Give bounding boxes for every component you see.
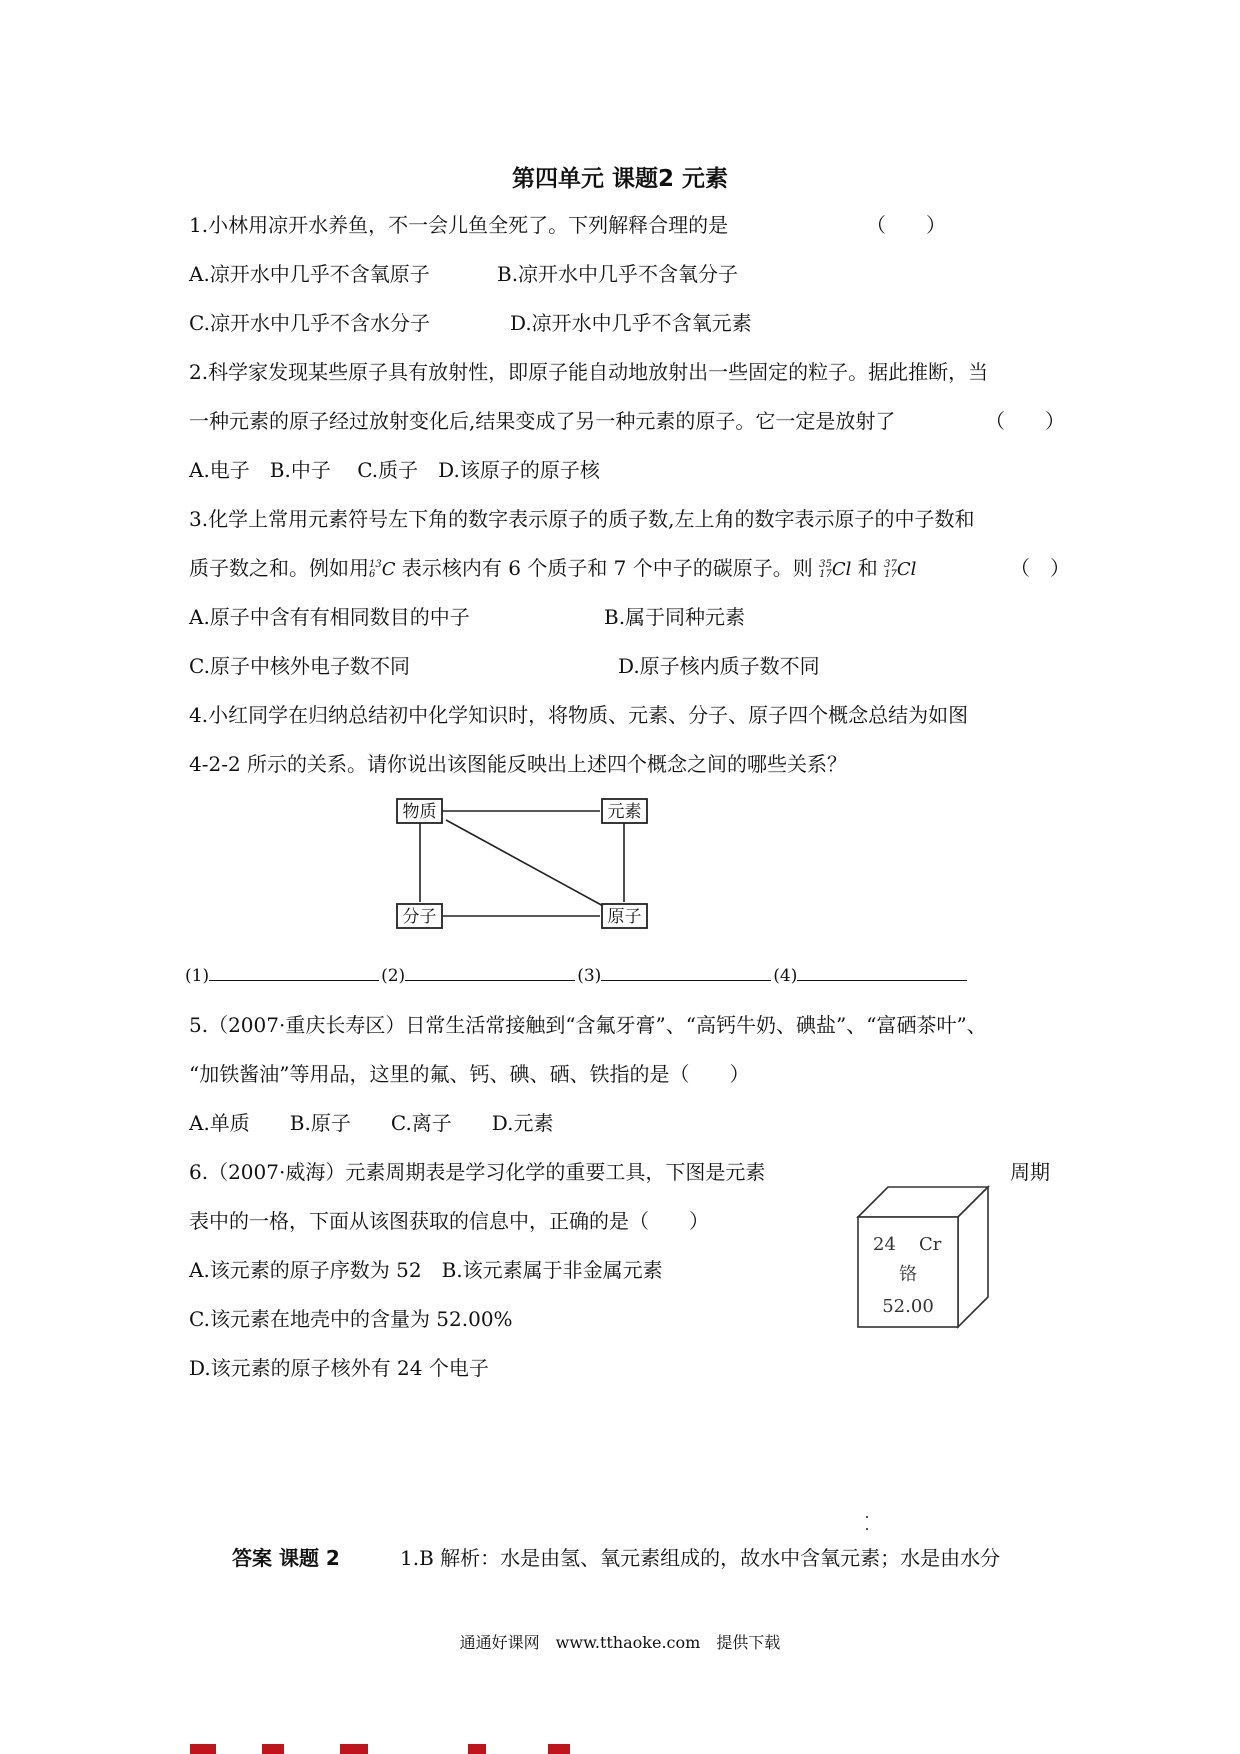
answer-heading: 答案 课题 2 bbox=[232, 1546, 340, 1570]
q6-option-c: C.该元素在地壳中的含量为 52.00% bbox=[189, 1307, 513, 1331]
q2-line-2: 一种元素的原子经过放射变化后,结果变成了另一种元素的原子。它一定是放射了 bbox=[189, 409, 896, 433]
cell-atomic-number: 24 bbox=[873, 1234, 896, 1255]
page-title: 第四单元 课题2 元素 bbox=[511, 166, 729, 192]
bottom-banner-fragment bbox=[468, 1744, 486, 1754]
carbon-symbol: C bbox=[381, 559, 396, 580]
q1-option-b: B.凉开水中几乎不含氧分子 bbox=[497, 262, 739, 286]
carbon-atomic-number: 6 bbox=[369, 568, 376, 580]
q6-option-d: D.该元素的原子核外有 24 个电子 bbox=[189, 1356, 489, 1380]
blank-label-3: (3) bbox=[577, 966, 602, 986]
node-atom-label: 原子 bbox=[607, 907, 642, 927]
answer-blank-4[interactable] bbox=[797, 962, 967, 981]
q4-line-1: 4.小红同学在归纳总结初中化学知识时，将物质、元素、分子、原子四个概念总结为如图 bbox=[189, 703, 969, 727]
bottom-banner-fragment bbox=[262, 1744, 284, 1754]
node-molecule-label: 分子 bbox=[402, 907, 437, 927]
edge-substance-atom bbox=[446, 820, 605, 907]
q1-option-d: D.凉开水中几乎不含氧元素 bbox=[510, 311, 752, 335]
answer-blank-3[interactable] bbox=[601, 962, 771, 981]
q3-option-b: B.属于同种元素 bbox=[604, 605, 746, 629]
chlorine-37-notation bbox=[884, 560, 897, 580]
blank-label-1: (1) bbox=[185, 966, 210, 986]
carbon-mass-number: 13 bbox=[369, 558, 382, 570]
q1-answer-paren: （ ） bbox=[866, 213, 946, 237]
q1-option-c: C.凉开水中几乎不含水分子 bbox=[189, 311, 430, 335]
q4-line-2: 4-2-2 所示的关系。请你说出该图能反映出上述四个概念之间的哪些关系？ bbox=[189, 752, 848, 776]
q3-option-c: C.原子中核外电子数不同 bbox=[189, 654, 410, 678]
q2-answer-paren: （ ） bbox=[985, 409, 1065, 433]
blank-label-2: (2) bbox=[381, 966, 406, 986]
chlorine-35-atomic-number: 17 bbox=[819, 568, 832, 580]
node-substance-label: 物质 bbox=[402, 802, 437, 822]
node-molecule bbox=[397, 904, 442, 928]
q5-line-2: “加铁酱油”等用品，这里的氟、钙、碘、硒、铁指的是（ ） bbox=[189, 1062, 750, 1086]
q6-line-1: 6.（2007·威海）元素周期表是学习化学的重要工具，下图是元素 bbox=[189, 1160, 766, 1184]
concept-relation-diagram bbox=[390, 790, 660, 935]
chlorine-35-mass-number: 35 bbox=[819, 558, 832, 570]
cell-element-name: 铬 bbox=[899, 1264, 917, 1285]
q3-line-2 bbox=[189, 554, 916, 584]
bottom-banner-fragment bbox=[340, 1744, 368, 1754]
cell-element-symbol: Cr bbox=[919, 1234, 942, 1255]
q3-option-a: A.原子中含有有相同数目的中子 bbox=[189, 605, 470, 629]
answer-blank-1[interactable] bbox=[209, 962, 379, 981]
blank-label-4: (4) bbox=[773, 966, 798, 986]
periodic-table-cell bbox=[855, 1184, 995, 1334]
carbon-notation bbox=[369, 560, 382, 580]
q3-and: 和 bbox=[857, 556, 878, 580]
chlorine-35-notation bbox=[819, 560, 832, 580]
q3-line-2-start: 质子数之和。例如用 bbox=[189, 556, 369, 580]
q6-option-a-b: A.该元素的原子序数为 52 B.该元素属于非金属元素 bbox=[189, 1258, 663, 1282]
node-substance bbox=[397, 799, 442, 823]
footer-source: 通通好课网 www.tthaoke.com 提供下载 bbox=[459, 1633, 781, 1652]
node-element bbox=[602, 799, 647, 823]
node-atom bbox=[602, 904, 647, 928]
q1-stem: 1.小林用凉开水养鱼，不一会儿鱼全死了。下列解释合理的是 bbox=[189, 213, 729, 237]
answer-text: 1.B 解析：水是由氢、氧元素组成的，故水中含氧元素；水是由水分 bbox=[400, 1546, 1001, 1570]
q1-option-a: A.凉开水中几乎不含氧原子 bbox=[189, 262, 430, 286]
q3-option-d: D.原子核内质子数不同 bbox=[618, 654, 820, 678]
bottom-banner-fragment bbox=[548, 1744, 570, 1754]
q2-line-1: 2.科学家发现某些原子具有放射性，即原子能自动地放射出一些固定的粒子。据此推断，当 bbox=[189, 360, 989, 384]
q3-line-2-middle: 表示核内有 6 个质子和 7 个中子的碳原子。则 bbox=[401, 556, 813, 580]
answer-blank-2[interactable] bbox=[405, 962, 575, 981]
bottom-banner-fragment bbox=[190, 1744, 216, 1754]
q2-options: A.电子 B.中子 C.质子 D.该原子的原子核 bbox=[189, 458, 600, 482]
q3-line-1: 3.化学上常用元素符号左下角的数字表示原子的质子数,左上角的数字表示原子的中子数和 bbox=[189, 507, 975, 531]
q4-answer-blanks bbox=[185, 962, 969, 990]
cell-atomic-mass: 52.00 bbox=[882, 1296, 934, 1317]
q6-line-2: 表中的一格，下面从该图获取的信息中，正确的是（ ） bbox=[189, 1209, 709, 1233]
chlorine-37-atomic-number: 17 bbox=[884, 568, 897, 580]
chlorine-37-mass-number: 37 bbox=[884, 558, 897, 570]
q5-line-1: 5.（2007·重庆长寿区）日常生活常接触到“含氟牙膏”、“高钙牛奶、碘盐”、“富硒茶叶”、 bbox=[189, 1013, 987, 1037]
q3-answer-paren: （ ） bbox=[1010, 556, 1070, 580]
q6-line-1-end: 周期 bbox=[1010, 1160, 1050, 1184]
q5-options: A.单质 B.原子 C.离子 D.元素 bbox=[189, 1111, 554, 1135]
chlorine-35-symbol: Cl bbox=[831, 559, 852, 580]
node-element-label: 元素 bbox=[607, 802, 642, 822]
chlorine-37-symbol: Cl bbox=[896, 559, 917, 580]
